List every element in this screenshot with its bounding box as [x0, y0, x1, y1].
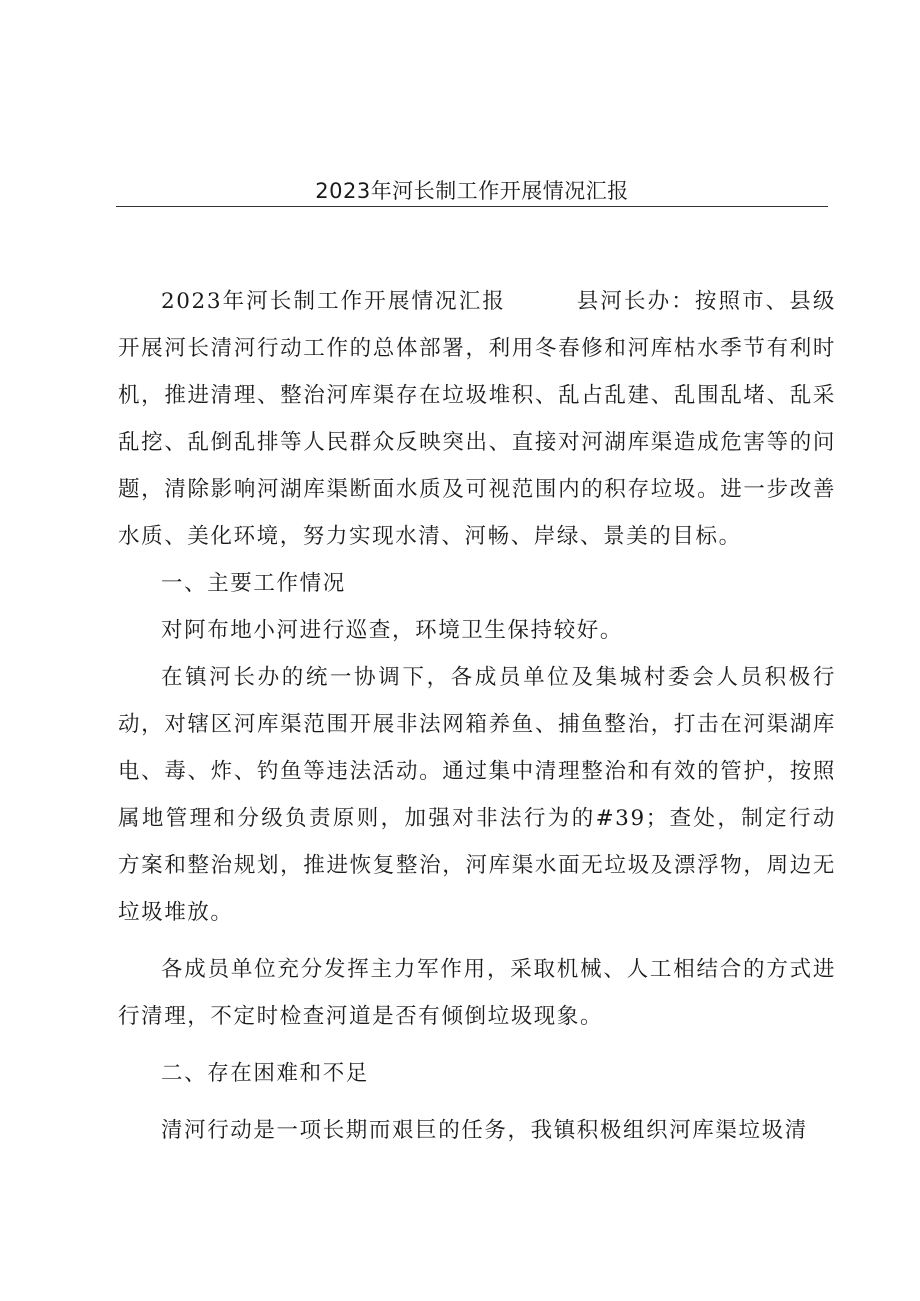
paragraph-members: 各成员单位充分发挥主力军作用，采取机械、人工相结合的方式进行清理，不定时检查河道是否有倾倒垃圾现象。 — [118, 957, 836, 1029]
paragraph-intro: 2023年河长制工作开展情况汇报 县河长办：按照市、县级开展河长清河行动工作的总体部署，利用冬春修和河库枯水季节有利时机，推进清理、整治河库渠存在垃圾堆积、乱占乱建、乱围乱堵、乱采乱挖、乱倒乱排等人民群众反映突出、直接对河湖库渠造成危害等的问题，清除影响河湖库渠断面水质及可视范围内的积存垃圾。进一步改善水质、美化环境，努力实现水清、河畅、岸绿、景美的目标。 — [118, 289, 836, 549]
paragraph-coordination: 在镇河长办的统一协调下，各成员单位及集城村委会人员积极行动，对辖区河库渠范围开展非法网箱养鱼、捕鱼整治，打击在河渠湖库电、毒、炸、钓鱼等违法活动。通过集中清理整治和有效的管护，按照属地管理和分级负责原则，加强对非法行为的#39；查处，制定行动方案和整治规划，推进恢复整治，河库渠水面无垃圾及漂浮物，周边无垃圾堆放。 — [118, 665, 836, 925]
paragraph-long-term: 清河行动是一项长期而艰巨的任务，我镇积极组织河库渠垃圾清 — [161, 1118, 808, 1143]
paragraph-inspection: 对阿布地小河进行巡查，环境卫生保持较好。 — [161, 618, 624, 643]
section-heading-main-work: 一、主要工作情况 — [161, 571, 346, 596]
document-body — [118, 278, 836, 1154]
document-title: 2023年河长制工作开展情况汇报 — [315, 179, 629, 203]
section-heading-difficulties: 二、存在困难和不足 — [161, 1061, 369, 1086]
header-divider — [116, 206, 828, 207]
